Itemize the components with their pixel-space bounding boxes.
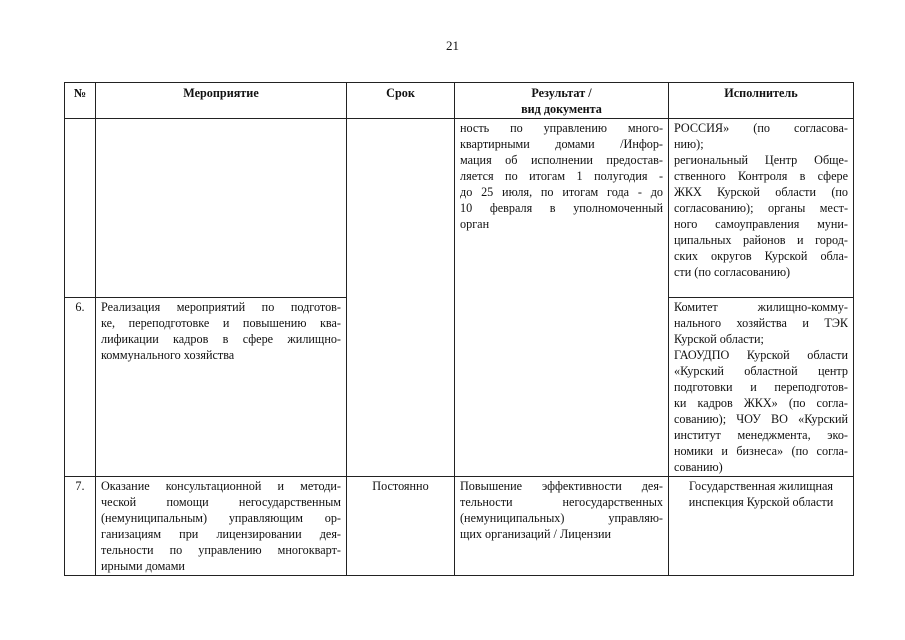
result-cell (455, 119, 669, 298)
result-line: ляется по итогам 1 полугодия - (460, 169, 663, 183)
result-line: тельности негосударственных (460, 495, 663, 509)
measure-line: коммунального хозяйства (101, 348, 235, 362)
measure-line: лификации кадров в сфере жилищно- (101, 332, 341, 346)
measure-line: Оказание консультационной и методи- (101, 479, 341, 493)
result-line: орган (460, 217, 490, 231)
header-result (455, 83, 669, 119)
measure-line: (немуниципальным) управляющим ор- (101, 511, 341, 525)
executor-line: РОССИЯ» (по согласова- (674, 121, 848, 135)
executor-line: ципальных районов и город- (674, 233, 848, 247)
table-header-row (65, 83, 854, 119)
measure-line: ческой помощи негосударственным (101, 495, 341, 509)
measure-line: ке, переподготовке и повышению ква- (101, 316, 341, 330)
row-num-cell: 7. (65, 477, 96, 576)
measure-cell (96, 298, 347, 477)
term-cell (347, 119, 455, 298)
term-cell: Постоянно (347, 477, 455, 576)
measure-cell (96, 119, 347, 298)
executor-line: сованию); ЧОУ ВО «Курский (674, 412, 848, 426)
table-row (65, 119, 854, 298)
table-row (65, 477, 854, 576)
header-result-line2: вид документа (521, 102, 602, 116)
executor-line: ГАОУДПО Курской области (674, 348, 848, 362)
executor-cell (669, 298, 854, 477)
row-num-cell: 6. (65, 298, 96, 477)
result-line: (немуниципальных) управляю- (460, 511, 663, 525)
result-line: квартирными домами /Инфор- (460, 137, 663, 151)
header-measure: Мероприятие (96, 83, 347, 119)
executor-cell (669, 119, 854, 298)
executor-line: институт менеджмента, эко- (674, 428, 848, 442)
measure-cell (96, 477, 347, 576)
executor-line: нального хозяйства и ТЭК (674, 316, 848, 330)
term-cell (347, 298, 455, 477)
executor-line: ЖКХ Курской области (по (674, 185, 848, 199)
measure-line: ирными домами (101, 559, 185, 573)
header-term: Срок (347, 83, 455, 119)
page-number: 21 (446, 38, 459, 53)
executor-line: «Курский областной центр (674, 364, 848, 378)
row-num-cell (65, 119, 96, 298)
result-line: щих организаций / Лицензии (460, 527, 612, 541)
executor-line: Курской области; (674, 332, 764, 346)
result-cell (455, 298, 669, 477)
executor-line: ственного Контроля в сфере (674, 169, 848, 183)
result-line: ность по управлению много- (460, 121, 663, 135)
result-cell (455, 477, 669, 576)
result-line: мация об исполнении предостав- (460, 153, 663, 167)
measure-line: ганизациям при лицензировании дея- (101, 527, 341, 541)
executor-line: Государственная жилищная (688, 479, 834, 493)
executor-line: сти (по согласованию) (674, 265, 791, 279)
executor-line: нию); (674, 137, 704, 151)
result-line: Повышение эффективности дея- (460, 479, 663, 493)
executor-line: сованию) (674, 460, 723, 474)
executor-line: Комитет жилищно-комму- (674, 300, 848, 314)
table-row (65, 298, 854, 477)
result-line: до 25 июля, по итогам года - до (460, 185, 663, 199)
executor-line: номики и бизнеса» (по согла- (674, 444, 848, 458)
executor-cell (669, 477, 854, 576)
executor-line: ки кадров ЖКХ» (по согла- (674, 396, 848, 410)
executor-line: согласованию); органы мест- (674, 201, 848, 215)
result-line: 10 февраля в уполномоченный (460, 201, 663, 215)
measures-table (64, 82, 854, 576)
header-result-line1: Результат / (531, 86, 592, 100)
executor-line: подготовки и переподготов- (674, 380, 848, 394)
executor-line: ских округов Курской обла- (674, 249, 848, 263)
measure-line: тельности по управлению многокварт- (101, 543, 341, 557)
executor-line: инспекция Курской области (688, 495, 834, 509)
executor-line: ного самоуправления муни- (674, 217, 848, 231)
header-num: № (65, 83, 96, 119)
executor-line: региональный Центр Обще- (674, 153, 848, 167)
measure-line: Реализация мероприятий по подготов- (101, 300, 341, 314)
header-executor: Исполнитель (669, 83, 854, 119)
